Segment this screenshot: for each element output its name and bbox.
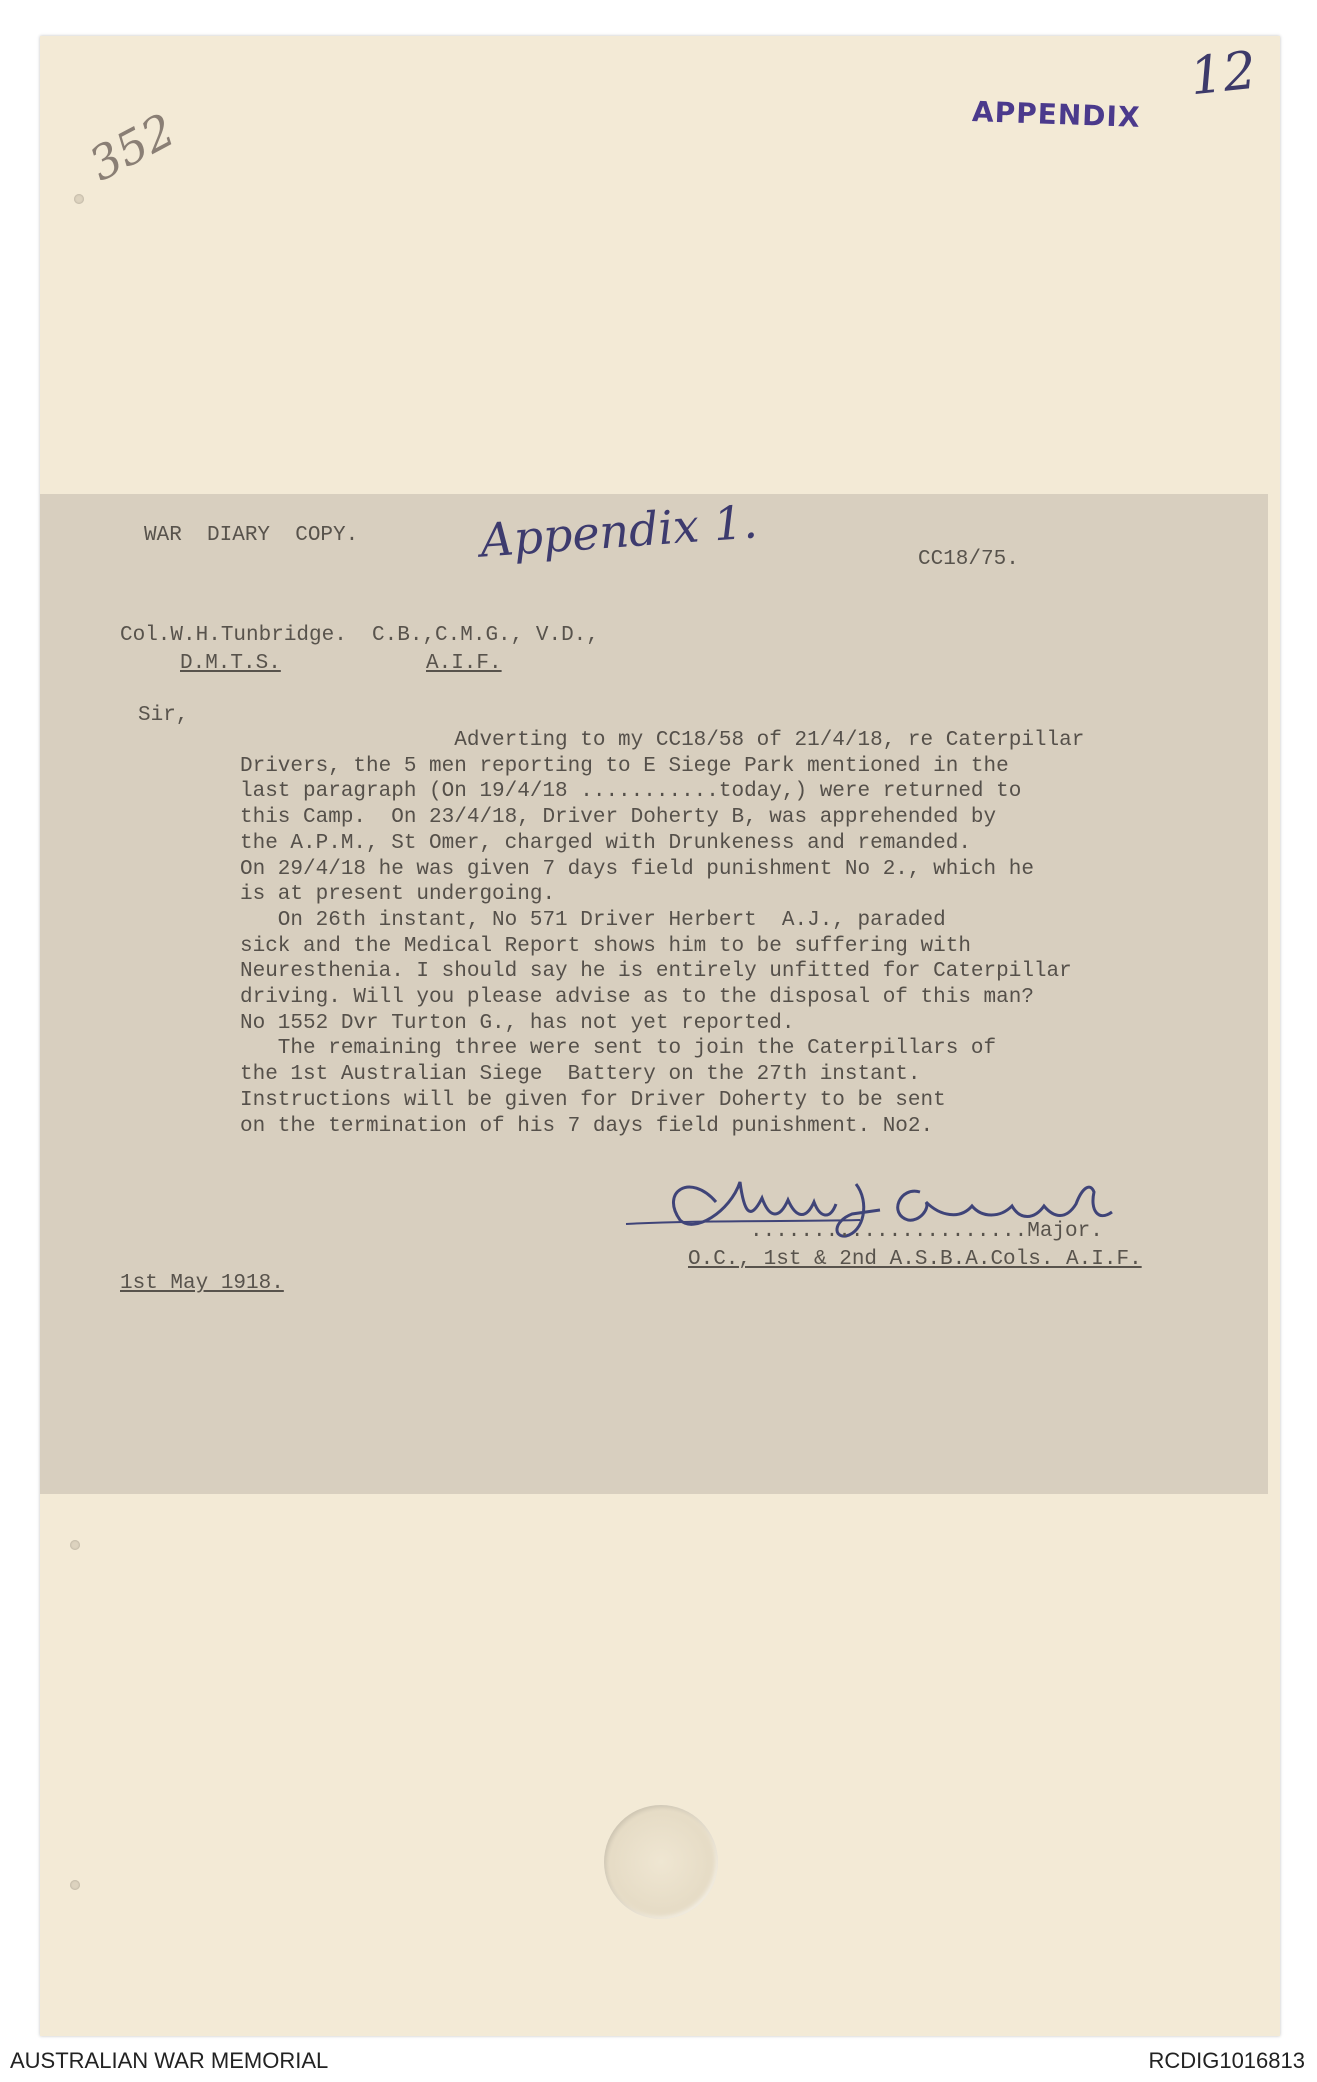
letter-date: 1st May 1918. <box>120 1272 284 1295</box>
footer-institution: AUSTRALIAN WAR MEMORIAL <box>10 2048 329 2073</box>
body-line: the 1st Australian Siege Battery on the 27th instant. <box>240 1063 921 1087</box>
body-line: No 1552 Dvr Turton G., has not yet reported. <box>240 1011 795 1035</box>
punch-hole <box>74 194 84 204</box>
rank-line: ......................Major. <box>750 1220 1103 1243</box>
body-line: On 29/4/18 he was given 7 days field punishment No 2., which he <box>240 857 1034 881</box>
punch-hole <box>70 1880 80 1890</box>
body-line: On 26th instant, No 571 Driver Herbert A.J., paraded <box>240 908 946 932</box>
addressee-force: A.I.F. <box>426 652 502 675</box>
body-line: is at present undergoing. <box>240 883 556 907</box>
handwritten-folio-number: 352 <box>80 102 184 192</box>
body-line: Neuresthenia. I should say he is entirely unfitted for Caterpillar <box>240 960 1072 984</box>
body-line: Drivers, the 5 men reporting to E Siege Park mentioned in the <box>240 754 1009 778</box>
embossed-seal <box>604 1805 718 1919</box>
addressee-line: Col.W.H.Tunbridge. C.B.,C.M.G., V.D., <box>120 624 599 647</box>
body-line: the A.P.M., St Omer, charged with Drunkeness and remanded. <box>240 831 971 855</box>
footer-record-id: RCDIG1016813 <box>1148 2048 1305 2073</box>
signatory-unit: O.C., 1st & 2nd A.S.B.A.Cols. A.I.F. <box>688 1248 1142 1271</box>
reference-number: CC18/75. <box>918 548 1019 571</box>
addressee-title: D.M.T.S. <box>180 652 281 675</box>
handwritten-page-number: 12 <box>1187 40 1260 108</box>
handwritten-appendix-note: Appendix 1. <box>478 494 760 568</box>
letter-body <box>240 728 1250 1139</box>
salutation: Sir, <box>138 704 189 727</box>
body-line: Adverting to my CC18/58 of 21/4/18, re Caterpillar <box>240 729 1085 752</box>
body-line: sick and the Medical Report shows him to be suffering with <box>240 934 971 958</box>
body-line: on the termination of his 7 days field punishment. No2. <box>240 1114 934 1138</box>
body-line: Instructions will be given for Driver Doherty to be sent <box>240 1088 946 1112</box>
header-war-diary-copy: WAR DIARY COPY. <box>144 524 359 547</box>
appendix-stamp: APPENDIX <box>971 95 1142 134</box>
punch-hole <box>70 1540 80 1550</box>
body-line: driving. Will you please advise as to the disposal of this man? <box>240 986 1034 1010</box>
body-line: this Camp. On 23/4/18, Driver Doherty B, was apprehended by <box>240 806 997 830</box>
body-line: last paragraph (On 19/4/18 ...........today,) were returned to <box>240 780 1022 804</box>
body-line: The remaining three were sent to join the Caterpillars of <box>240 1037 997 1061</box>
